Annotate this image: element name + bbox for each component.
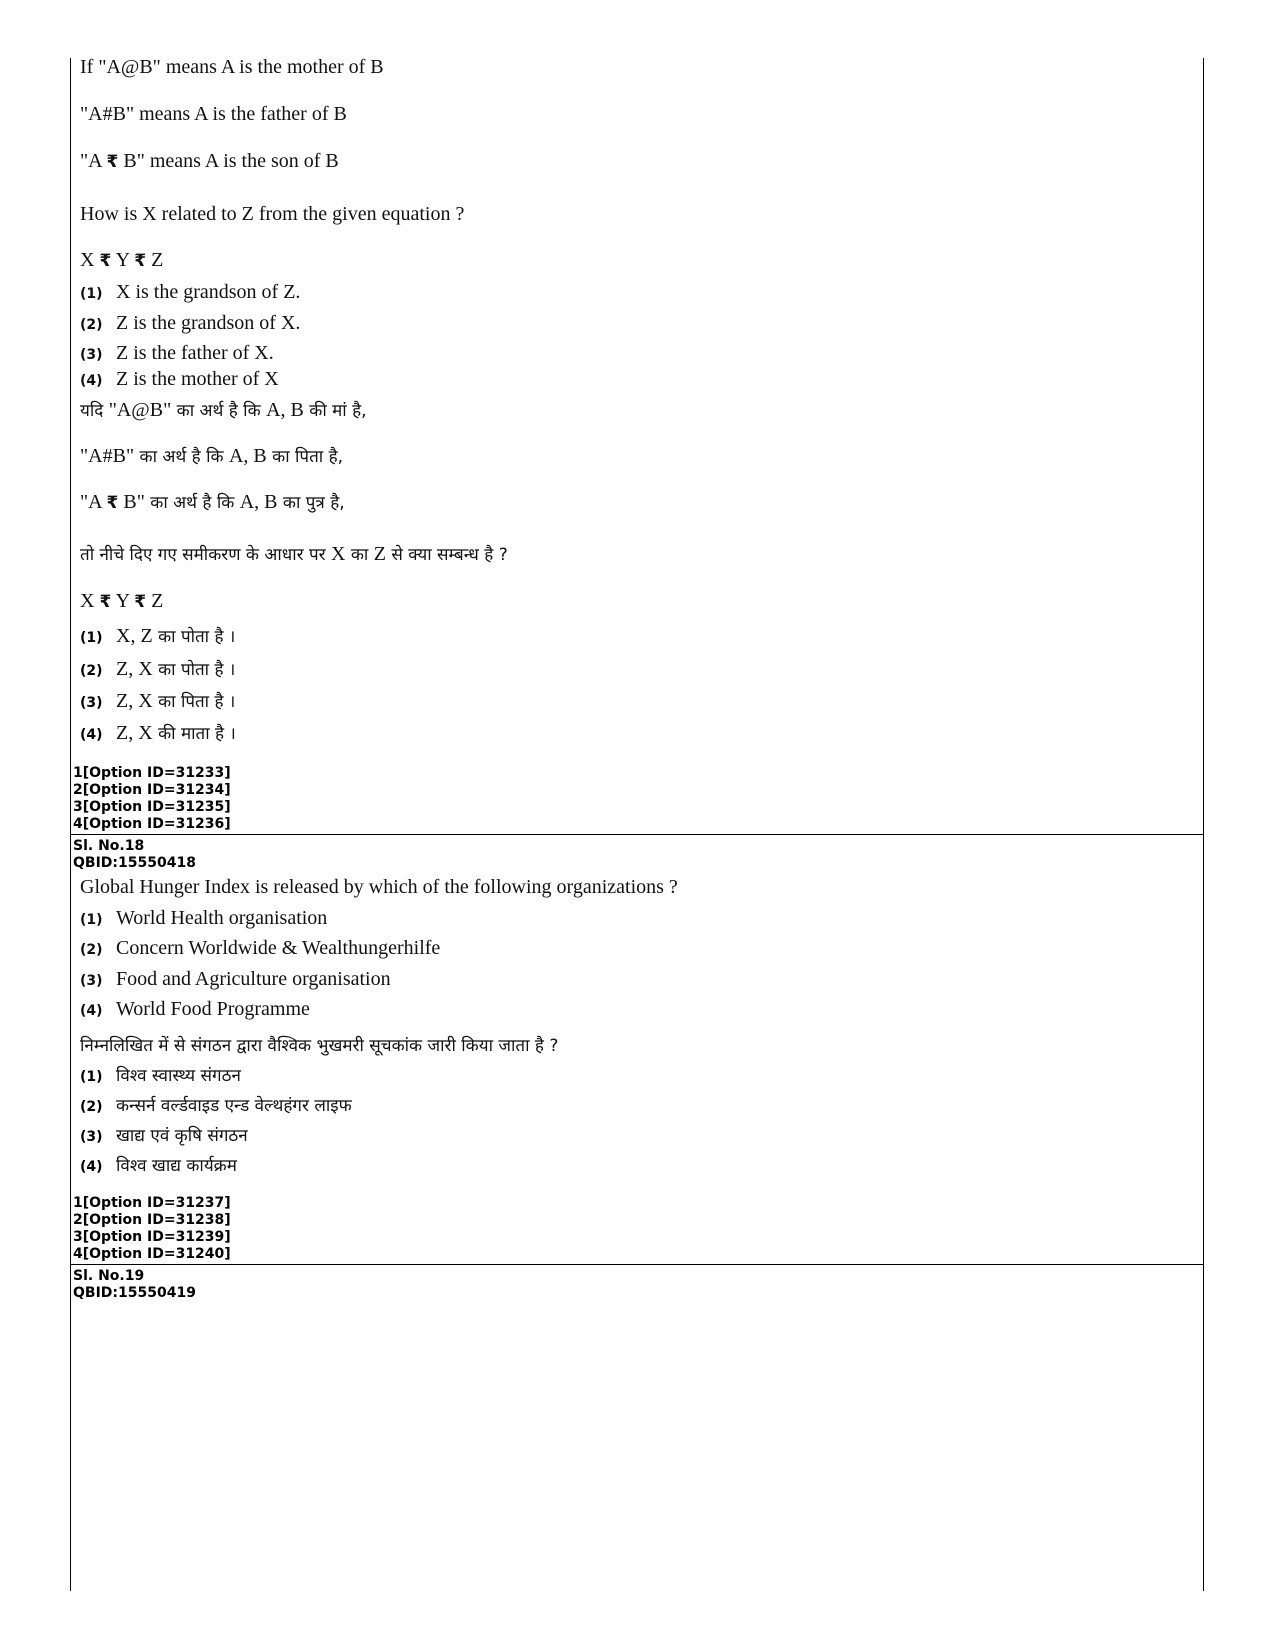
option-en: Z, X	[116, 690, 153, 712]
option-text: Z is the mother of X	[116, 368, 279, 390]
option-number: (4)	[80, 1003, 103, 1019]
option-id: 4[Option ID=31240]	[73, 1246, 231, 1262]
q17-en-line3-post: B" means A is the son of B	[118, 150, 339, 172]
option-number: (3)	[80, 1129, 103, 1145]
option-text: World Health organisation	[116, 907, 328, 929]
option-en: Z, X	[116, 722, 153, 744]
hi-text: का पिता है,	[266, 447, 344, 467]
option-number: (2)	[80, 663, 103, 679]
hi-z: Z	[373, 543, 386, 565]
hi-ab: A, B	[228, 445, 267, 467]
hi-text: का अर्थ है कि	[134, 447, 229, 467]
option-text: World Food Programme	[116, 998, 310, 1020]
option-number: (2)	[80, 942, 103, 958]
eq-x: X	[80, 249, 95, 271]
eq-z: Z	[151, 590, 164, 612]
q17-hi-option-4	[80, 721, 236, 745]
option-id: 3[Option ID=31235]	[73, 799, 231, 815]
option-text: Food and Agriculture organisation	[116, 968, 391, 990]
option-text: विश्व स्वास्थ्य संगठन	[116, 1066, 241, 1086]
rupee-symbol: ₹	[134, 251, 147, 271]
q17-hi-option-1	[80, 624, 235, 648]
option-en: Z, X	[116, 658, 153, 680]
rupee-symbol: ₹	[106, 152, 119, 172]
q17-en-option-1	[80, 281, 300, 304]
eq-z: Z	[151, 249, 164, 271]
q18-en-option-4	[80, 998, 310, 1021]
option-text: कन्सर्न वर्ल्डवाइड एन्ड वेल्थहंगर लाइफ	[116, 1096, 352, 1116]
q18-en-option-2	[80, 937, 440, 960]
option-text: Z is the grandson of X.	[116, 312, 301, 334]
rupee-symbol: ₹	[134, 592, 147, 612]
option-en: X, Z	[116, 625, 153, 647]
q19-header	[73, 1268, 196, 1302]
hi-text: का अर्थ है कि	[171, 401, 267, 421]
rupee-symbol: ₹	[106, 493, 119, 513]
q17-option-ids	[73, 765, 231, 833]
hi-code: "A@B"	[108, 399, 172, 421]
option-text: खाद्य एवं कृषि संगठन	[116, 1126, 248, 1146]
option-number: (4)	[80, 373, 103, 389]
hi-ab: A, B	[266, 399, 304, 421]
option-number: (1)	[80, 630, 103, 646]
option-id: 2[Option ID=31234]	[73, 782, 231, 798]
q17-en-option-4	[80, 368, 279, 391]
option-number: (3)	[80, 973, 103, 989]
option-number: (4)	[80, 1159, 103, 1175]
option-text: विश्व खाद्य कार्यक्रम	[116, 1156, 237, 1176]
q18-hi-option-1	[80, 1063, 241, 1086]
rupee-symbol: ₹	[99, 592, 112, 612]
q18-hi-option-4	[80, 1153, 237, 1176]
option-text: X is the grandson of Z.	[116, 281, 301, 303]
option-id: 2[Option ID=31238]	[73, 1212, 231, 1228]
q18-en-question: Global Hunger Index is released by which of the following organizations ?	[80, 876, 678, 898]
option-id: 1[Option ID=31237]	[73, 1195, 231, 1211]
q17-en-line1: If "A@B" means A is the mother of B	[80, 56, 384, 78]
hi-code: "A	[80, 491, 107, 513]
option-hi: की माता है ।	[152, 724, 236, 744]
hi-text: का अर्थ है कि	[144, 493, 240, 513]
hi-text: की मां है,	[303, 401, 367, 421]
q18-hi-question: निम्नलिखित में से संगठन द्वारा वैश्विक भुखमरी सूचकांक जारी किया जाता है ?	[80, 1036, 559, 1056]
serial-number: Sl. No.18	[73, 838, 145, 854]
q18-option-ids	[73, 1195, 231, 1263]
option-hi: का पोता है ।	[152, 660, 236, 680]
option-id: 1[Option ID=31233]	[73, 765, 231, 781]
option-number: (3)	[80, 695, 103, 711]
hi-text: से क्या सम्बन्ध है ?	[385, 545, 508, 565]
rupee-symbol: ₹	[99, 251, 112, 271]
hi-code: "A#B"	[80, 445, 135, 467]
option-id: 4[Option ID=31236]	[73, 816, 231, 832]
eq-y: Y	[115, 590, 130, 612]
option-number: (1)	[80, 1069, 103, 1085]
q18-en-option-1	[80, 907, 327, 930]
hi-text: तो नीचे दिए गए समीकरण के आधार पर	[80, 545, 331, 565]
q17-en-option-2	[80, 312, 300, 335]
q17-hi-option-3	[80, 689, 235, 713]
q18-en-option-3	[80, 968, 391, 991]
q17-hi-line2	[80, 444, 343, 468]
q18-header	[73, 838, 196, 872]
option-number: (2)	[80, 317, 103, 333]
q17-en-equation	[80, 249, 163, 272]
q17-hi-question	[80, 542, 508, 566]
q17-en-question: How is X related to Z from the given equation ?	[80, 203, 465, 225]
q17-en-line3	[80, 150, 339, 173]
divider	[70, 1264, 1204, 1265]
option-number: (1)	[80, 912, 103, 928]
q17-hi-equation	[80, 590, 163, 613]
hi-x: X	[330, 543, 346, 565]
option-number: (2)	[80, 1099, 103, 1115]
q17-en-option-3	[80, 342, 274, 365]
hi-code: B"	[118, 491, 145, 513]
option-hi: का पोता है ।	[152, 627, 236, 647]
option-number: (1)	[80, 286, 103, 302]
option-text: Z is the father of X.	[116, 342, 274, 364]
q17-en-line3-pre: "A	[80, 150, 107, 172]
option-number: (3)	[80, 347, 103, 363]
qbid: QBID:15550418	[73, 855, 196, 871]
serial-number: Sl. No.19	[73, 1268, 145, 1284]
divider	[70, 834, 1204, 835]
qbid: QBID:15550419	[73, 1285, 196, 1301]
q17-hi-line1	[80, 398, 367, 422]
option-id: 3[Option ID=31239]	[73, 1229, 231, 1245]
eq-x: X	[80, 590, 95, 612]
q18-hi-option-3	[80, 1123, 248, 1146]
q17-hi-option-2	[80, 657, 235, 681]
eq-y: Y	[115, 249, 130, 271]
hi-text: यदि	[80, 401, 109, 421]
option-hi: का पिता है ।	[152, 692, 236, 712]
hi-ab: A, B	[239, 491, 278, 513]
q17-en-line2: "A#B" means A is the father of B	[80, 103, 347, 125]
option-number: (4)	[80, 727, 103, 743]
option-text: Concern Worldwide & Wealthungerhilfe	[116, 937, 441, 959]
hi-text: का पुत्र है,	[277, 493, 345, 513]
hi-text: का	[345, 545, 374, 565]
q18-hi-option-2	[80, 1093, 352, 1116]
q17-hi-line3	[80, 490, 345, 514]
